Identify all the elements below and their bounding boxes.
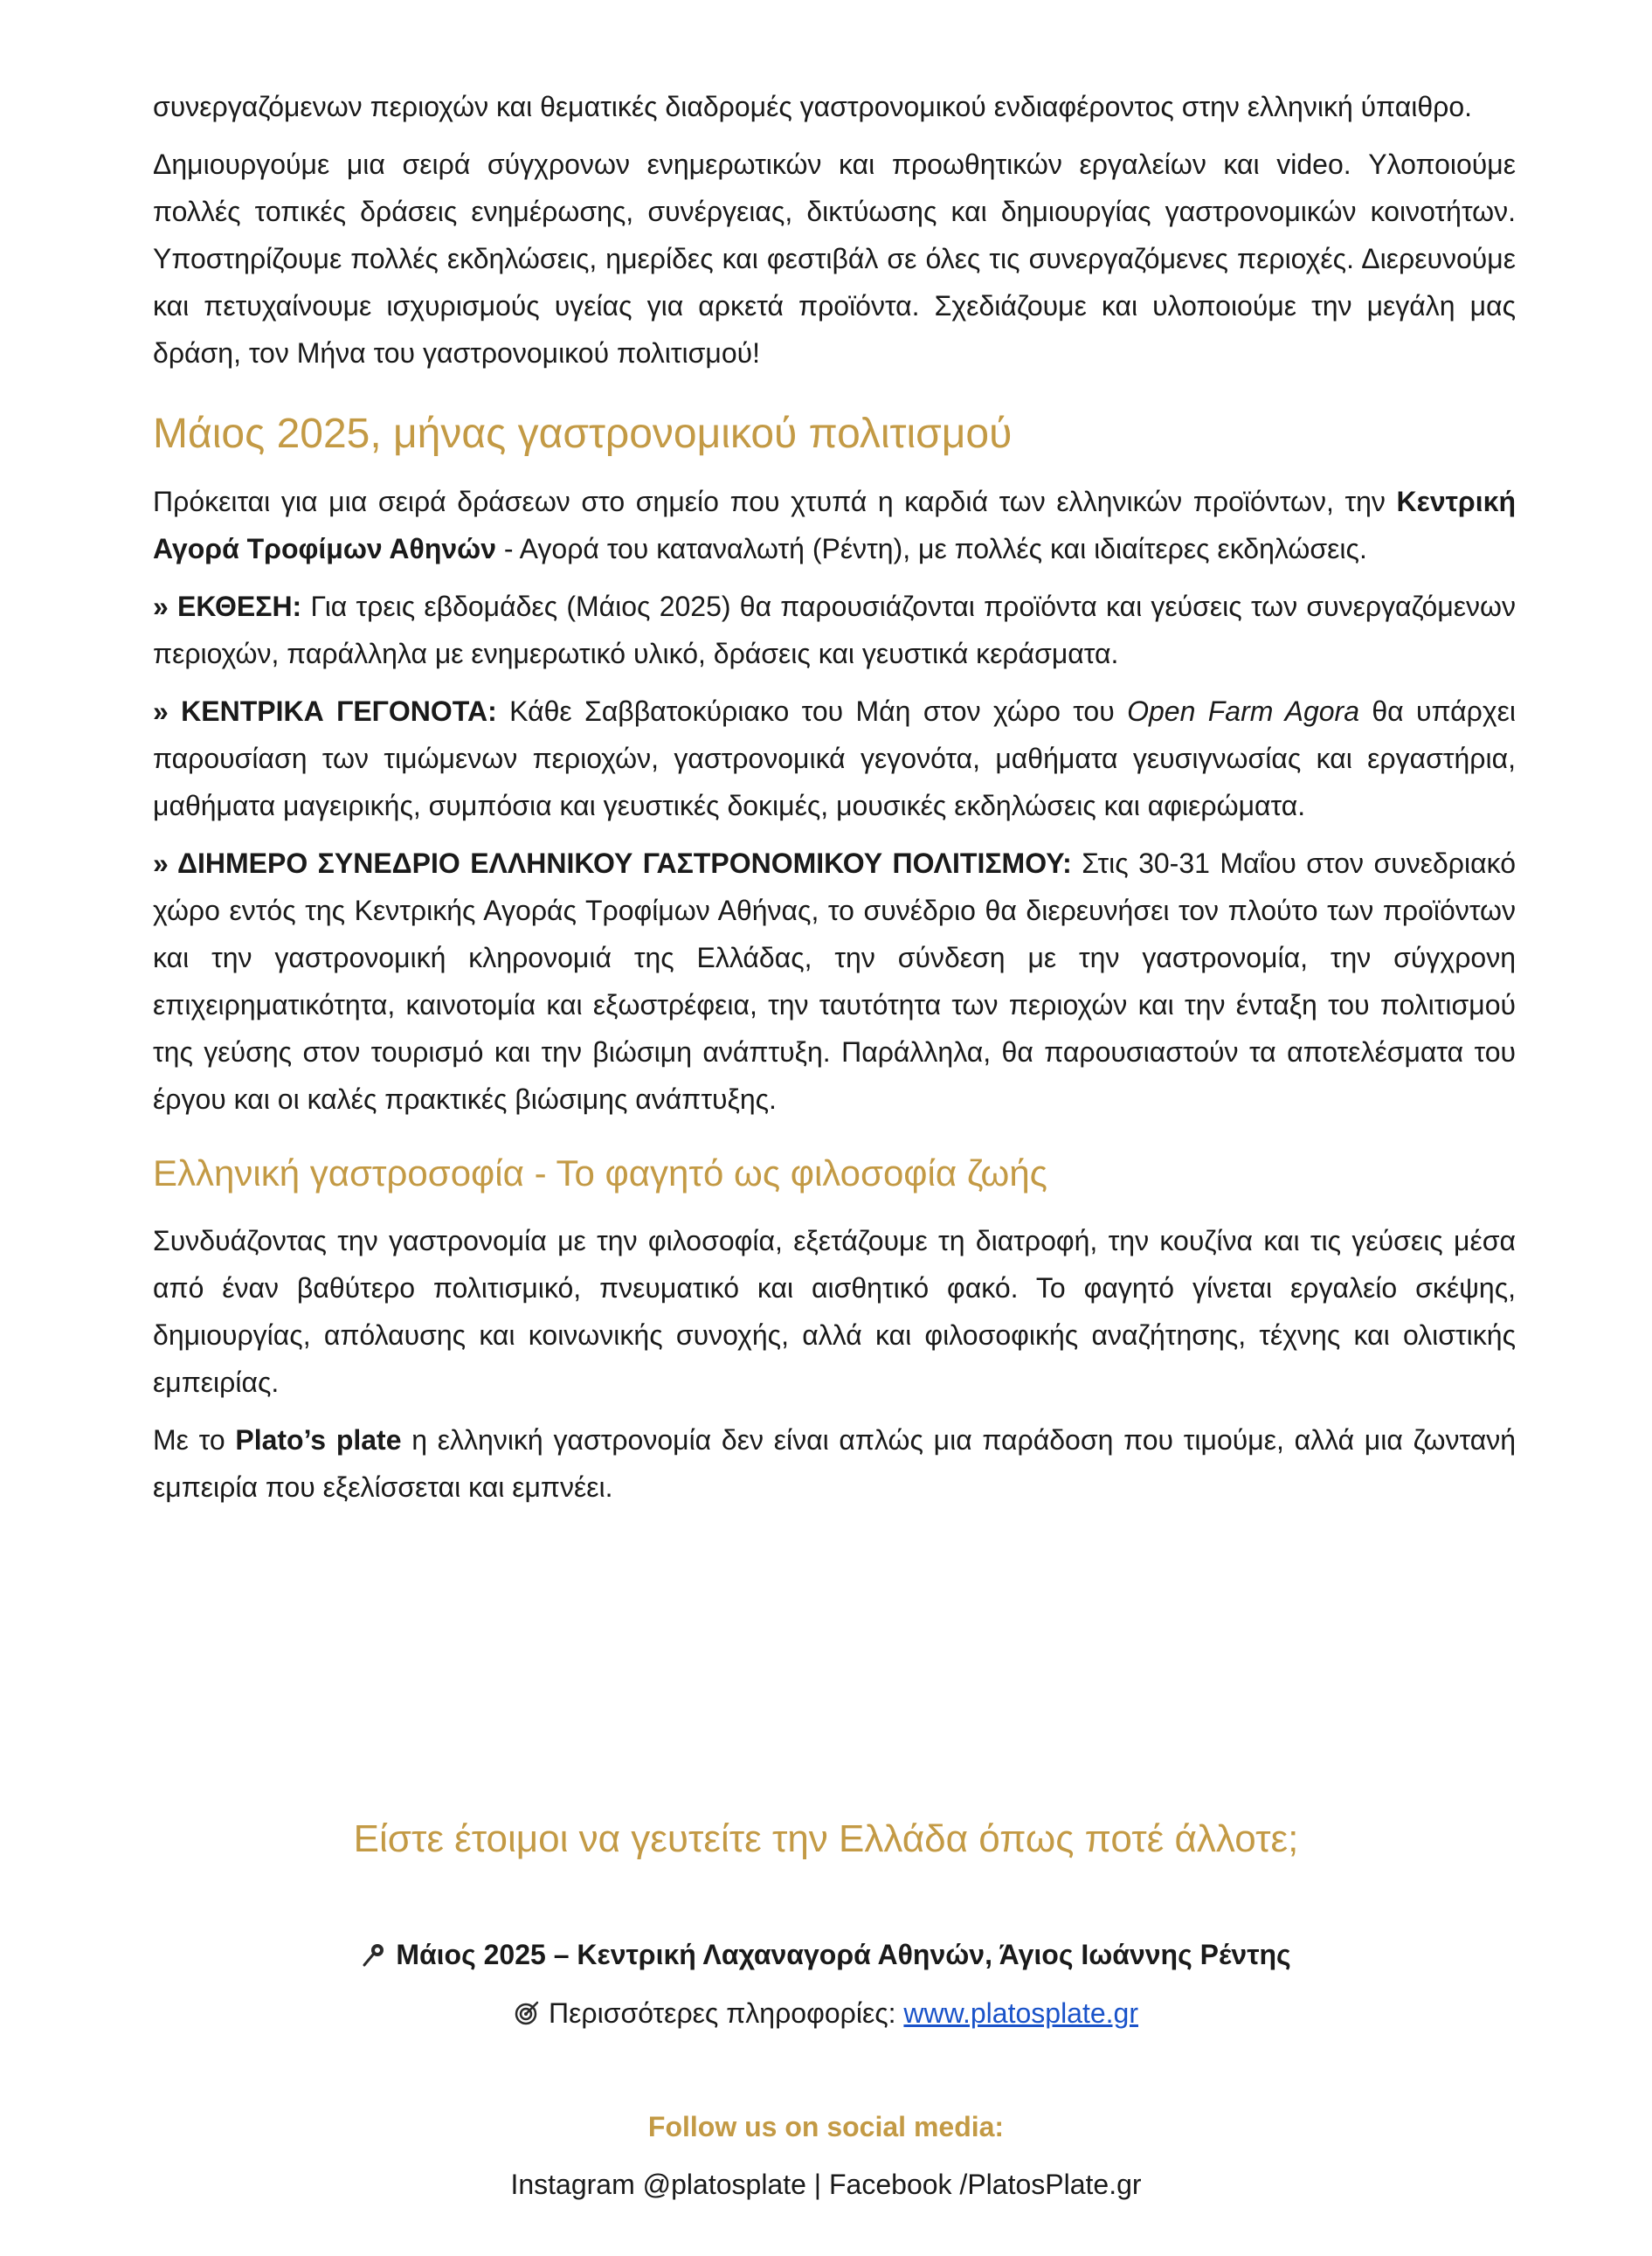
lead-bold-market: Κεντρική Αγορά Τροφίμων Αθηνών [153,486,1516,564]
event-text: Μάιος 2025 – Κεντρική Λαχαναγορά Αθηνών, Άγιος Ιωάννης Ρέντης [396,1939,1291,1970]
lead-text-start: Πρόκειται για μια σειρά δράσεων στο σημείο που χτυπά η καρδιά των ελληνικών προϊόντων, την [153,486,1397,517]
follow-heading: Follow us on social media: [647,2111,1005,2142]
intro-paragraph-1: συνεργαζόμενων περιοχών και θεματικές διαδρομές γαστρονομικού ενδιαφέροντος στην ελληνική ύπαιθρο. [153,91,1473,122]
info-line [0,1994,1652,2032]
website-link[interactable]: www.platosplate.gr [903,1997,1138,2029]
item-main-events [153,688,1516,829]
item-main-events-text-start: Κάθε Σαββατοκύριακο του Μάη στον χώρο του [496,695,1128,727]
gastrosophy-text-end: η ελληνική γαστρονομία δεν είναι απλώς μια παράδοση που τιμούμε, αλλά μια ζωντανή εμπειρία που εξελίσσεται και εμπνέει. [153,1424,1517,1503]
gastrosophy-text-start: Με το [153,1424,236,1456]
pin-icon [361,1939,387,1965]
item-exhibition-text: Για τρεις εβδομάδες (Μάιος 2025) θα παρουσιάζονται προϊόντα και γεύσεις των συνεργαζόμενων περιοχών, παράλληλα με ενημερωτικό υλικό, δράσεις και γευστικά κεράσματα. [153,591,1517,669]
item-exhibition [153,583,1516,677]
lead-text-end: - Αγορά του καταναλωτή (Ρέντη), με πολλές και ιδιαίτερες εκδηλώσεις. [495,533,1367,564]
section1-lead [153,478,1516,572]
social-handles: Instagram @platosplate | Facebook /PlatosPlate.gr [510,2169,1142,2200]
call-to-action: Είστε έτοιμοι να γευτείτε την Ελλάδα όπως ποτέ άλλοτε; [353,1817,1299,1860]
gastrosophy-paragraph-1: Συνδυάζοντας την γαστρονομία με την φιλοσοφία, εξετάζουμε τη διατροφή, την κουζίνα και τις γεύσεις μέσα από έναν βαθύτερο πολιτισμικό, πνευματικό και αισθητικό φακό. Το φαγητό γίνεται εργαλείο σκέψης, δημιουργίας, απόλαυσης και κοινωνικής συνοχής, αλλά και φιλοσοφικής αναζήτησης, τέχνης και ολιστικής εμπειρίας. [153,1225,1516,1398]
item-conference-text: Στις 30-31 Μαΐου στον συνεδριακό χώρο εντός της Κεντρικής Αγοράς Τροφίμων Αθήνας, το συνέδριο θα διερευνήσει τον πλούτο των προϊόντων και την γαστρονομική κληρονομιά της Ελλάδας, την σύνδεση με την γαστρονομία, την σύγχρονη επιχειρηματικότητα, καινοτομία και εξωστρέφεια, την ταυτότητα των περιοχών και την ένταξη του πολιτισμού της γεύσης στον τουρισμό και την βιώσιμη ανάπτυξη. Παράλληλα, θα παρουσιαστούν τα αποτελέσματα του έργου και οι καλές πρακτικές βιώσιμης ανάπτυξης. [153,848,1517,1115]
section-heading-may-2025: Μάιος 2025, μήνας γαστρονομικού πολιτισμού [153,411,1013,457]
item-main-events-text-end: θα υπάρχει παρουσίαση των τιμώμενων περιοχών, γαστρονομικά γεγονότα, μαθήματα γευσιγνωσίας και εργαστήρια, μαθήματα μαγειρικής, συμπόσια και γευστικές δοκιμές, μουσικές εκδηλώσεις και αφιερώματα. [153,695,1517,821]
item-exhibition-label: » ΕΚΘΕΣΗ: [153,591,302,622]
platos-plate-bold: Plato’s plate [235,1424,402,1456]
item-conference-label: » ΔΙΗΜΕΡΟ ΣΥΝΕΔΡΙΟ ΕΛΛΗΝΙΚΟΥ ΓΑΣΤΡΟΝΟΜΙΚΟΥ ΠΟΛΙΤΙΣΜΟΥ: [153,848,1072,879]
item-conference [153,840,1516,1123]
event-line [0,1935,1652,1974]
intro-paragraph-2: Δημιουργούμε μια σειρά σύγχρονων ενημερωτικών και προωθητικών εργαλείων και video. Υλοποιούμε πολλές τοπικές δράσεις ενημέρωσης, συνέργειας, δικτύωσης και δημιουργίας γαστρονομικών κοινοτήτων. Υποστηρίζουμε πολλές εκδηλώσεις, ημερίδες και φεστιβάλ σε όλες τις συνεργαζόμενες περιοχές. Διερευνούμε και πετυχαίνουμε ισχυρισμούς υγείας για αρκετά προϊόντα. Σχεδιάζουμε και υλοποιούμε την μεγάλη μας δράση, τον Μήνα του γαστρονομικού πολιτισμού! [153,149,1516,369]
item-main-events-venue: Open Farm Agora [1127,695,1359,727]
target-icon [514,1997,540,2024]
item-main-events-label: » ΚΕΝΤΡΙΚΑ ΓΕΓΟΝΟΤΑ: [153,695,497,727]
gastrosophy-paragraph-2 [153,1416,1516,1511]
main-content [153,83,1516,1511]
info-label: Περισσότερες πληροφορίες: [549,1997,904,2029]
section-heading-gastrosophy: Ελληνική γαστροσοφία - Το φαγητό ως φιλοσοφία ζωής [153,1152,1047,1194]
